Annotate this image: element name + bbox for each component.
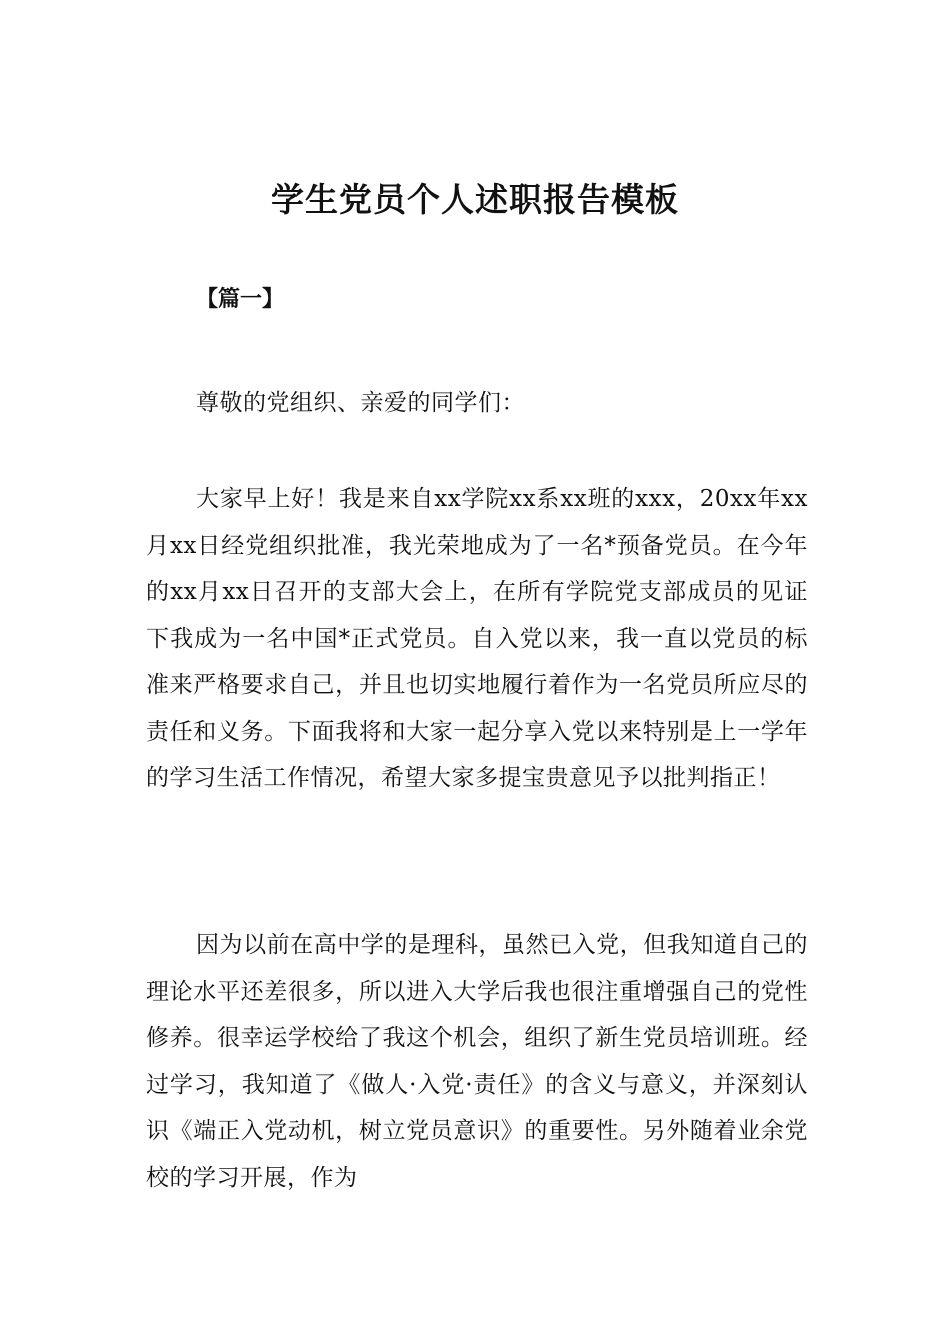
- body-paragraph: 因为以前在高中学的是理科，虽然已入党，但我知道自己的理论水平还差很多，所以进入大学后我也很注重增强自己的党性修养。很幸运学校给了我这个机会，组织了新生党员培训班。经过学习，我知道了《做人·入党·责任》的含义与意义，并深刻认识《端正入党动机，树立党员意识》的重要性。另外随着业余党校的学习开展，作为: [146, 932, 808, 1191]
- section-label: 【篇一】: [196, 287, 285, 312]
- document-title: 学生党员个人述职报告模板: [271, 180, 679, 219]
- greeting-paragraph: 尊敬的党组织、亲爱的同学们：: [196, 390, 525, 416]
- body-paragraph: 大家早上好！我是来自xx学院xx系xx班的xxx，20xx年xx月xx日经党组织批准，我光荣地成为了一名*预备党员。在今年的xx月xx日召开的支部大会上，在所有学院党支部成员的见证下我成为一名中国*正式党员。自入党以来，我一直以党员的标准来严格要求自己，并且也切实地履行着作为一名党员所应尽的责任和义务。下面我将和大家一起分享入党以来特别是上一学年的学习生活工作情况，希望大家多提宝贵意见予以批判指正！: [146, 486, 808, 791]
